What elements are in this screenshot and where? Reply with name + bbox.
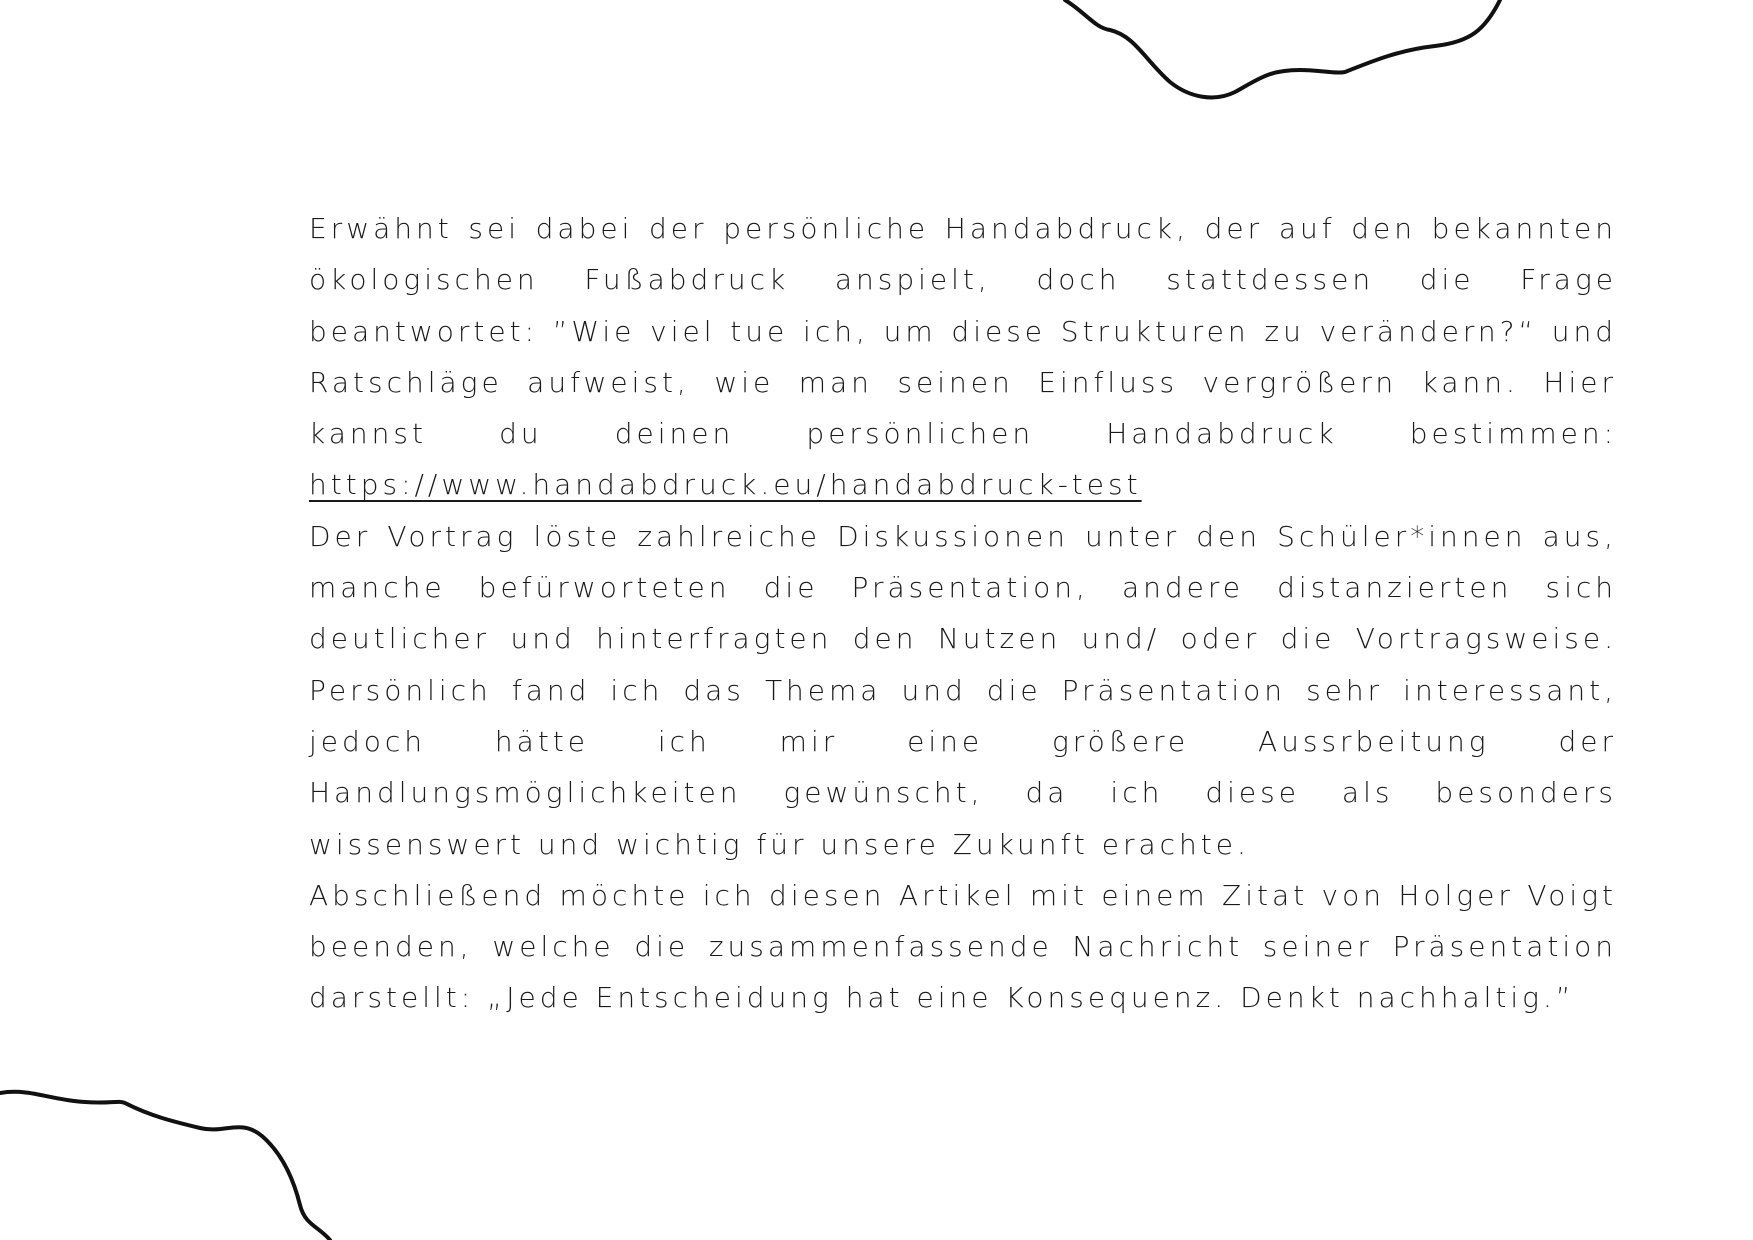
paragraph-handabdruck xyxy=(309,203,1617,511)
paragraph-conclusion: Abschließend möchte ich diesen Artikel mit einem Zitat von Holger Voigt beenden, welche die zusammenfassende Nachricht seiner Präsentation darstellt: „Jede Entscheidung hat eine Konsequenz. Denkt nachhaltig.” xyxy=(309,878,1617,1015)
article-body xyxy=(309,203,1617,1024)
handabdruck-test-link[interactable]: https://www.handabdruck.eu/handabdruck-test xyxy=(309,468,1142,502)
top-decorative-curve xyxy=(1065,0,1500,97)
paragraph-discussion: Der Vortrag löste zahlreiche Diskussionen unter den Schüler*innen aus, manche befürworteten die Präsentation, andere distanzierten sich deutlicher und hinterfragten den Nutzen und/ oder die Vortragsweise. Persönlich fand ich das Thema und die Präsentation sehr interessant, jedoch hätte ich mir eine größere Aussrbeitung der Handlungsmöglichkeiten gewünscht, da ich diese als besonders wissenswert und wichtig für unsere Zukunft erachte. xyxy=(309,519,1617,861)
paragraph-handabdruck-text: Erwähnt sei dabei der persönliche Handabdruck, der auf den bekannten ökologischen Fußabdruck anspielt, doch stattdessen die Frage beantwortet: ”Wie viel tue ich, um diese Strukturen zu verändern?“ und Ratschläge aufweist, wie man seinen Einfluss vergrößern kann. Hier kannst du deinen persönlichen Handabdruck bestimmen: xyxy=(309,212,1617,451)
bottom-decorative-curve xyxy=(0,1092,330,1240)
